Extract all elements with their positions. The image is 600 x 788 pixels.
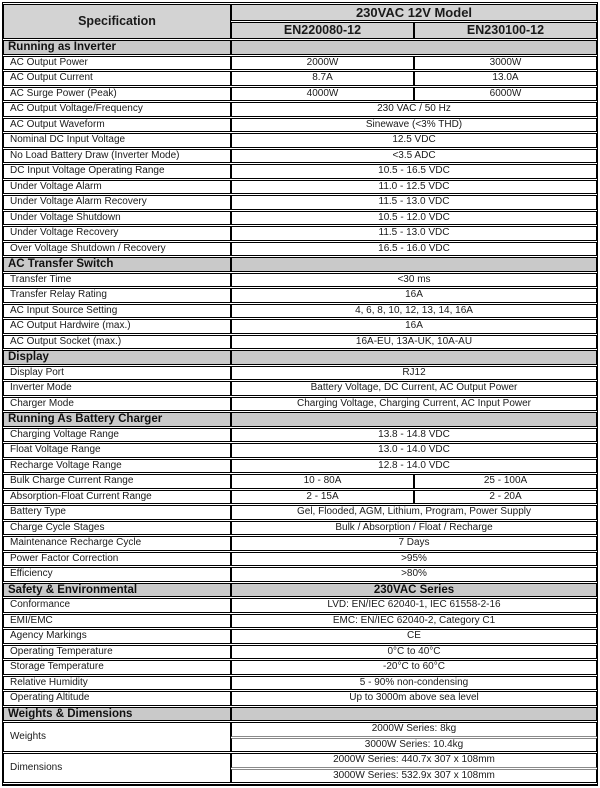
spec-label: Transfer Relay Rating xyxy=(3,288,231,303)
table-row xyxy=(3,443,597,458)
table-row xyxy=(3,474,597,489)
spec-label: AC Surge Power (Peak) xyxy=(3,87,231,102)
spec-value: 8.7A xyxy=(231,71,414,86)
section-title-right xyxy=(231,412,597,427)
spec-value: 11.5 - 13.0 VDC xyxy=(231,226,597,241)
spec-label: Display Port xyxy=(3,366,231,381)
spec-value: 10.5 - 16.5 VDC xyxy=(231,164,597,179)
table-row xyxy=(3,180,597,195)
spec-value: 10 - 80A xyxy=(231,474,414,489)
spec-label: Absorption-Float Current Range xyxy=(3,490,231,505)
section-row xyxy=(3,350,597,365)
spec-label: AC Output Hardwire (max.) xyxy=(3,319,231,334)
spec-value: 3000W xyxy=(414,56,597,71)
spec-value: 10.5 - 12.0 VDC xyxy=(231,211,597,226)
spec-value: >95% xyxy=(231,552,597,567)
spec-label: DC Input Voltage Operating Range xyxy=(3,164,231,179)
spec-value: 5 - 90% non-condensing xyxy=(231,676,597,691)
table-row xyxy=(3,319,597,334)
spec-table-body xyxy=(3,40,597,783)
table-header xyxy=(3,4,597,39)
spec-value: 2 - 15A xyxy=(231,490,414,505)
spec-label: Float Voltage Range xyxy=(3,443,231,458)
spec-label: Under Voltage Alarm Recovery xyxy=(3,195,231,210)
spec-label: Dimensions xyxy=(3,753,231,783)
table-row xyxy=(3,722,597,737)
table-row xyxy=(3,536,597,551)
section-row xyxy=(3,583,597,598)
table-row xyxy=(3,567,597,582)
model-1-header: EN220080-12 xyxy=(231,22,414,39)
spec-value: 6000W xyxy=(414,87,597,102)
spec-label: Maintenance Recharge Cycle xyxy=(3,536,231,551)
table-row xyxy=(3,366,597,381)
section-title: Weights & Dimensions xyxy=(3,707,231,722)
table-row xyxy=(3,195,597,210)
spec-label: Nominal DC Input Voltage xyxy=(3,133,231,148)
spec-label: AC Output Voltage/Frequency xyxy=(3,102,231,117)
table-row xyxy=(3,381,597,396)
section-title: Display xyxy=(3,350,231,365)
spec-value: Gel, Flooded, AGM, Lithium, Program, Power Supply xyxy=(231,505,597,520)
spec-value: 12.8 - 14.0 VDC xyxy=(231,459,597,474)
spec-label: AC Output Current xyxy=(3,71,231,86)
spec-label: Recharge Voltage Range xyxy=(3,459,231,474)
table-row xyxy=(3,428,597,443)
model-group-header: 230VAC 12V Model xyxy=(231,4,597,21)
spec-value: 13.8 - 14.8 VDC xyxy=(231,428,597,443)
spec-value: Up to 3000m above sea level xyxy=(231,691,597,706)
spec-label: AC Output Waveform xyxy=(3,118,231,133)
spec-value: 16A xyxy=(231,288,597,303)
spec-value: 16A-EU, 13A-UK, 10A-AU xyxy=(231,335,597,350)
spec-value: Battery Voltage, DC Current, AC Output Power xyxy=(231,381,597,396)
table-row xyxy=(3,552,597,567)
header-row-model-group xyxy=(3,4,597,21)
table-row xyxy=(3,521,597,536)
spec-value: LVD: EN/IEC 62040-1, IEC 61558-2-16 xyxy=(231,598,597,613)
spec-value: 230 VAC / 50 Hz xyxy=(231,102,597,117)
spec-label: Efficiency xyxy=(3,567,231,582)
spec-value: <30 ms xyxy=(231,273,597,288)
spec-value: 12.5 VDC xyxy=(231,133,597,148)
spec-label: Conformance xyxy=(3,598,231,613)
spec-value: 11.0 - 12.5 VDC xyxy=(231,180,597,195)
spec-label: Charging Voltage Range xyxy=(3,428,231,443)
spec-value: 13.0A xyxy=(414,71,597,86)
table-row xyxy=(3,645,597,660)
spec-label: Under Voltage Shutdown xyxy=(3,211,231,226)
spec-label: Weights xyxy=(3,722,231,752)
table-row xyxy=(3,397,597,412)
spec-label: Relative Humidity xyxy=(3,676,231,691)
table-row xyxy=(3,242,597,257)
section-title-right: 230VAC Series xyxy=(231,583,597,598)
spec-value: 2000W Series: 8kg xyxy=(231,722,597,737)
table-row xyxy=(3,459,597,474)
section-title: Running As Battery Charger xyxy=(3,412,231,427)
table-row xyxy=(3,660,597,675)
table-row xyxy=(3,490,597,505)
spec-label: Over Voltage Shutdown / Recovery xyxy=(3,242,231,257)
spec-value: 13.0 - 14.0 VDC xyxy=(231,443,597,458)
table-row xyxy=(3,288,597,303)
spec-sheet xyxy=(2,2,598,786)
section-row xyxy=(3,412,597,427)
section-title-right xyxy=(231,350,597,365)
spec-value: EMC: EN/IEC 62040-2, Category C1 xyxy=(231,614,597,629)
spec-label: Operating Temperature xyxy=(3,645,231,660)
spec-value: <3.5 ADC xyxy=(231,149,597,164)
table-row xyxy=(3,691,597,706)
spec-value: 3000W Series: 10.4kg xyxy=(231,738,597,753)
section-title: AC Transfer Switch xyxy=(3,257,231,272)
spec-label: AC Input Source Setting xyxy=(3,304,231,319)
spec-value: 16.5 - 16.0 VDC xyxy=(231,242,597,257)
section-row xyxy=(3,257,597,272)
table-row xyxy=(3,164,597,179)
spec-value: 4, 6, 8, 10, 12, 13, 14, 16A xyxy=(231,304,597,319)
spec-label: Charger Mode xyxy=(3,397,231,412)
table-row xyxy=(3,87,597,102)
table-row xyxy=(3,598,597,613)
spec-value: 7 Days xyxy=(231,536,597,551)
table-row xyxy=(3,304,597,319)
spec-value: >80% xyxy=(231,567,597,582)
spec-value: 3000W Series: 532.9x 307 x 108mm xyxy=(231,769,597,784)
spec-value: Sinewave (<3% THD) xyxy=(231,118,597,133)
spec-label: Charge Cycle Stages xyxy=(3,521,231,536)
spec-label: AC Output Socket (max.) xyxy=(3,335,231,350)
spec-value: RJ12 xyxy=(231,366,597,381)
table-row xyxy=(3,71,597,86)
spec-table xyxy=(3,3,597,784)
spec-value: 2 - 20A xyxy=(414,490,597,505)
section-title-right xyxy=(231,257,597,272)
table-row xyxy=(3,56,597,71)
table-row xyxy=(3,133,597,148)
section-row xyxy=(3,707,597,722)
table-row xyxy=(3,102,597,117)
table-row xyxy=(3,676,597,691)
spec-value: 4000W xyxy=(231,87,414,102)
section-title: Running as Inverter xyxy=(3,40,231,55)
spec-value: 2000W xyxy=(231,56,414,71)
spec-label: Under Voltage Recovery xyxy=(3,226,231,241)
spec-value: 11.5 - 13.0 VDC xyxy=(231,195,597,210)
spec-label: Operating Altitude xyxy=(3,691,231,706)
spec-value: 16A xyxy=(231,319,597,334)
spec-label: Battery Type xyxy=(3,505,231,520)
spec-label: No Load Battery Draw (Inverter Mode) xyxy=(3,149,231,164)
spec-value: Bulk / Absorption / Float / Recharge xyxy=(231,521,597,536)
table-row xyxy=(3,226,597,241)
table-row xyxy=(3,118,597,133)
spec-label: AC Output Power xyxy=(3,56,231,71)
table-row xyxy=(3,753,597,768)
table-row xyxy=(3,614,597,629)
spec-label: Bulk Charge Current Range xyxy=(3,474,231,489)
section-title-right xyxy=(231,707,597,722)
section-title: Safety & Environmental xyxy=(3,583,231,598)
spec-value: 0°C to 40°C xyxy=(231,645,597,660)
spec-value: 25 - 100A xyxy=(414,474,597,489)
table-row xyxy=(3,273,597,288)
table-row xyxy=(3,149,597,164)
spec-label: Agency Markings xyxy=(3,629,231,644)
section-title-right xyxy=(231,40,597,55)
spec-value: -20°C to 60°C xyxy=(231,660,597,675)
specification-column-header: Specification xyxy=(3,4,231,39)
table-row xyxy=(3,211,597,226)
spec-label: Under Voltage Alarm xyxy=(3,180,231,195)
spec-value: 2000W Series: 440.7x 307 x 108mm xyxy=(231,753,597,768)
spec-label: Storage Temperature xyxy=(3,660,231,675)
section-row xyxy=(3,40,597,55)
spec-value: Charging Voltage, Charging Current, AC Input Power xyxy=(231,397,597,412)
model-2-header: EN230100-12 xyxy=(414,22,597,39)
table-row xyxy=(3,505,597,520)
table-row xyxy=(3,629,597,644)
spec-label: Transfer Time xyxy=(3,273,231,288)
spec-label: Power Factor Correction xyxy=(3,552,231,567)
spec-label: EMI/EMC xyxy=(3,614,231,629)
spec-label: Inverter Mode xyxy=(3,381,231,396)
table-row xyxy=(3,335,597,350)
spec-value: CE xyxy=(231,629,597,644)
